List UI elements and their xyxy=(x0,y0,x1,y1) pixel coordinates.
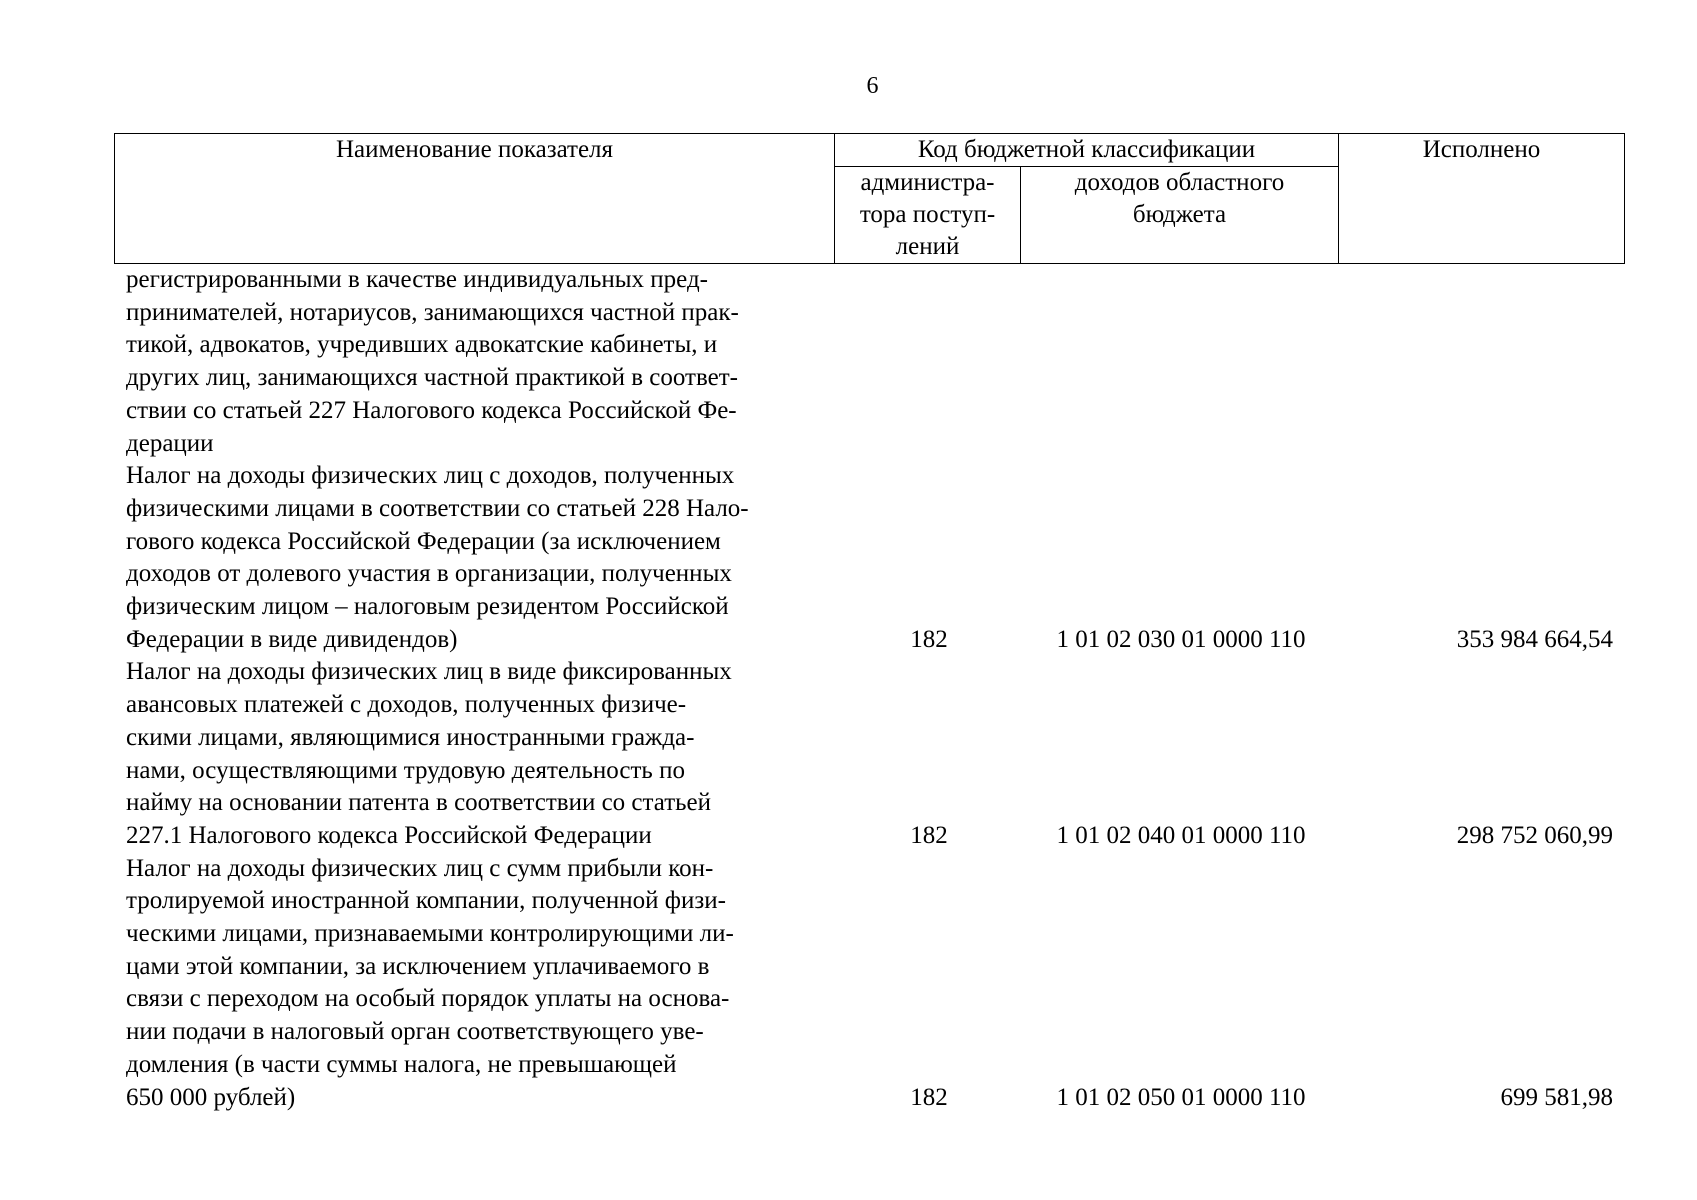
header-code-line: доходов областного xyxy=(1074,169,1285,196)
header-admin-line: тора поступ- xyxy=(859,201,996,228)
row-code-cell: 1 01 02 030 01 0000 110 xyxy=(1056,625,1306,653)
name-line: связи с переходом на особый порядок уплаты на основа- xyxy=(126,985,730,1013)
name-line: Федерации в виде дивидендов) xyxy=(126,625,458,653)
name-line: 227.1 Налогового кодекса Российской Федерации xyxy=(126,821,652,849)
name-line: тролируемой иностранной компании, полученной физи- xyxy=(126,887,726,915)
name-line: Налог на доходы физических лиц с сумм прибыли кон- xyxy=(126,854,714,882)
row-name-cell xyxy=(114,853,836,1115)
name-line: найму на основании патента в соответствии со статьей xyxy=(126,789,711,817)
row-done-cell: 298 752 060,99 xyxy=(1456,821,1613,849)
table-row xyxy=(114,656,1625,852)
name-line: принимателей, нотариусов, занимающихся частной прак- xyxy=(126,298,739,326)
name-line: 650 000 рублей) xyxy=(126,1083,296,1111)
row-admin-cell: 182 xyxy=(910,625,948,653)
name-line: авансовых платежей с доходов, полученных физиче- xyxy=(126,691,687,719)
header-name-column: Наименование показателя xyxy=(115,134,835,264)
name-line: дерации xyxy=(126,429,214,457)
row-admin-cell: 182 xyxy=(910,1083,948,1111)
header-admin-line: лений xyxy=(895,233,960,260)
name-line: ствии со статьей 227 Налогового кодекса Российской Фе- xyxy=(126,396,737,424)
name-line: домления (в части суммы налога, не превышающей xyxy=(126,1050,677,1078)
name-line: физическим лицом – налоговым резидентом Российской xyxy=(126,593,729,621)
row-done-cell: 353 984 664,54 xyxy=(1456,625,1613,653)
row-admin-cell: 182 xyxy=(910,821,948,849)
name-line: гового кодекса Российской Федерации (за исключением xyxy=(126,527,721,555)
table-row xyxy=(114,460,1625,656)
header-admin-line: администра- xyxy=(860,169,995,196)
table-row xyxy=(114,853,1625,1115)
name-line: Налог на доходы физических лиц с доходов, полученных xyxy=(126,462,735,490)
name-line: скими лицами, являющимися иностранными гражда- xyxy=(126,723,695,751)
name-line: физическими лицами в соответствии со статьей 228 Нало- xyxy=(126,494,749,522)
row-name-cell xyxy=(114,656,836,852)
header-code-line: бюджета xyxy=(1132,201,1227,228)
header-done-column: Исполнено xyxy=(1339,134,1625,264)
page-number: 6 xyxy=(866,73,879,99)
name-line: доходов от долевого участия в организации, полученных xyxy=(126,560,732,588)
row-code-cell: 1 01 02 050 01 0000 110 xyxy=(1056,1083,1306,1111)
name-line: ческими лицами, признаваемыми контролирующими ли- xyxy=(126,920,734,948)
name-line: Налог на доходы физических лиц в виде фиксированных xyxy=(126,658,732,686)
name-line: нии подачи в налоговый орган соответствующего уве- xyxy=(126,1018,704,1046)
name-line: тикой, адвокатов, учредивших адвокатские кабинеты, и xyxy=(126,331,718,359)
name-line: регистрированными в качестве индивидуальных пред- xyxy=(126,266,708,293)
header-code-group: Код бюджетной классификации xyxy=(835,134,1339,167)
row-code-cell: 1 01 02 040 01 0000 110 xyxy=(1056,821,1306,849)
table-body xyxy=(114,264,1625,1114)
name-line: других лиц, занимающихся частной практикой в соответ- xyxy=(126,364,738,392)
name-line: нами, осуществляющими трудовую деятельность по xyxy=(126,756,685,784)
table-row xyxy=(114,264,1625,460)
row-name-cell xyxy=(114,460,836,656)
header-admin-column xyxy=(835,167,1021,264)
row-name-cell xyxy=(114,264,836,460)
table-header xyxy=(114,133,1625,264)
row-done-cell: 699 581,98 xyxy=(1500,1083,1613,1111)
name-line: цами этой компании, за исключением уплачиваемого в xyxy=(126,952,710,980)
header-code-column xyxy=(1021,167,1339,264)
